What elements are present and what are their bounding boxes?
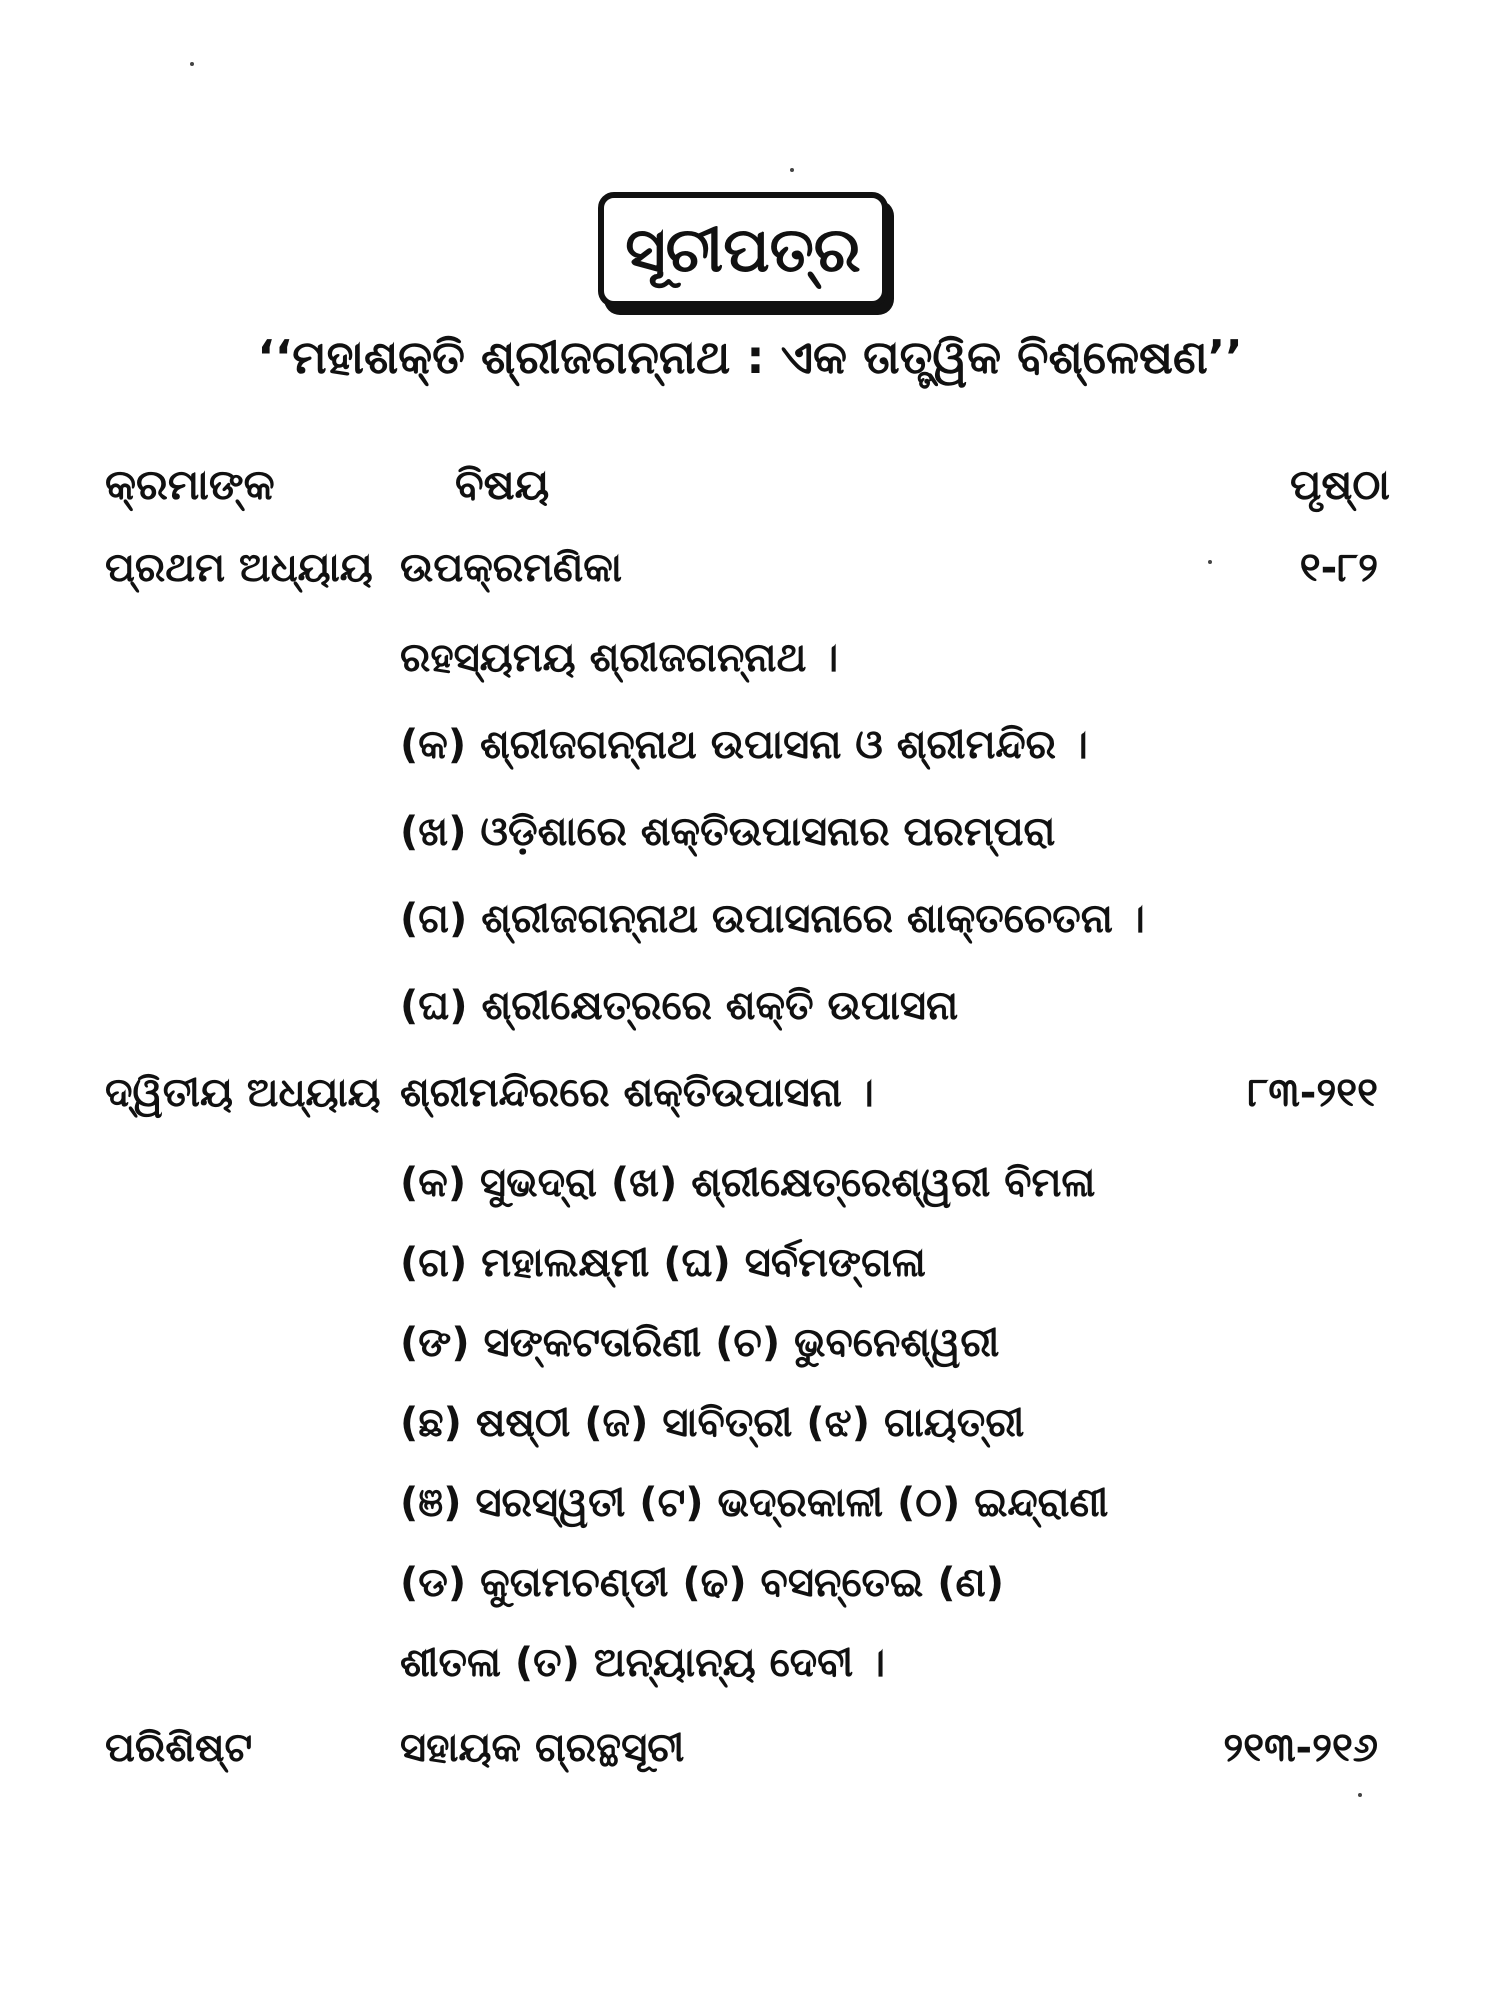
chapter-1-title: ଉପକ୍ରମଣିକା <box>400 545 622 591</box>
scan-speck <box>190 62 194 66</box>
chapter-2-line: (ଛ) ଷଷ୍ଠୀ (ଜ) ସାବିତ୍ରୀ (ଝ) ଗାୟତ୍ରୀ <box>400 1400 1025 1446</box>
chapter-1-line: (ଗ) ଶ୍ରୀଜଗନ୍ନାଥ ଉପାସନାରେ ଶାକ୍ତଚେତନା । <box>400 896 1145 942</box>
chapter-2-title: ଶ୍ରୀମନ୍ଦିରରେ ଶକ୍ତିଉପାସନା । <box>400 1070 874 1116</box>
scan-speck <box>790 168 794 172</box>
chapter-2-line: (ଙ) ସଙ୍କଟତାରିଣୀ (ଚ) ଭୁବନେଶ୍ୱରୀ <box>400 1320 1000 1366</box>
chapter-2-line: (ଡ) କୁତାମଚଣ୍ଡୀ (ଢ) ବସନ୍ତେଇ (ଣ) <box>400 1560 1005 1606</box>
toc-heading-box <box>598 192 888 307</box>
column-header-serial: କ୍ରମାଙ୍କ <box>105 460 275 509</box>
chapter-1-line: (ଖ) ଓଡ଼ିଶାରେ ଶକ୍ତିଉପାସନାର ପରମ୍ପରା <box>400 809 1056 855</box>
chapter-2-label: ଦ୍ୱିତୀୟ ଅଧ୍ୟାୟ <box>105 1070 381 1116</box>
chapter-2-line: (ଗ) ମହାଲକ୍ଷ୍ମୀ (ଘ) ସର୍ବମଙ୍ଗଳା <box>400 1240 926 1286</box>
appendix-title: ସହାୟକ ଗ୍ରନ୍ଥସୂଚୀ <box>400 1725 685 1771</box>
toc-heading: ସୂଚୀପତ୍ର <box>625 212 861 286</box>
chapter-1-line: (କ) ଶ୍ରୀଜଗନ୍ନାଥ ଉପାସନା ଓ ଶ୍ରୀମନ୍ଦିର । <box>400 722 1088 768</box>
column-header-page: ପୃଷ୍ଠା <box>1289 460 1390 509</box>
book-title: ‘‘ମହାଶକ୍ତି ଶ୍ରୀଜଗନ୍ନାଥ : ଏକ ତାତ୍ତ୍ୱିକ ବିଶ୍ଳେଷଣ’’ <box>257 330 1243 384</box>
appendix-pages: ୨୧୩-୨୧୬ <box>1223 1725 1378 1771</box>
chapter-1-pages: ୧-୮୨ <box>1299 545 1378 591</box>
chapter-2-line: (ଞ) ସରସ୍ୱତୀ (ଟ) ଭଦ୍ରକାଳୀ (ଠ) ଇନ୍ଦ୍ରାଣୀ <box>400 1480 1109 1526</box>
chapter-2-line: (କ) ସୁଭଦ୍ରା (ଖ) ଶ୍ରୀକ୍ଷେତ୍ରେଶ୍ୱରୀ ବିମଳା <box>400 1160 1096 1206</box>
appendix-label: ପରିଶିଷ୍ଟ <box>105 1725 253 1771</box>
column-header-subject: ବିଷୟ <box>455 460 550 509</box>
chapter-1-label: ପ୍ରଥମ ଅଧ୍ୟାୟ <box>105 545 373 591</box>
scan-speck <box>1208 560 1212 564</box>
chapter-2-pages: ୮୩-୨୧୧ <box>1247 1070 1378 1116</box>
scan-speck <box>1358 1793 1362 1797</box>
chapter-1-line: ରହସ୍ୟମୟ ଶ୍ରୀଜଗନ୍ନାଥ । <box>400 635 839 681</box>
chapter-2-line: ଶୀତଳା (ତ) ଅନ୍ୟାନ୍ୟ ଦେବୀ । <box>400 1640 886 1686</box>
chapter-1-line: (ଘ) ଶ୍ରୀକ୍ଷେତ୍ରରେ ଶକ୍ତି ଉପାସନା <box>400 983 959 1029</box>
